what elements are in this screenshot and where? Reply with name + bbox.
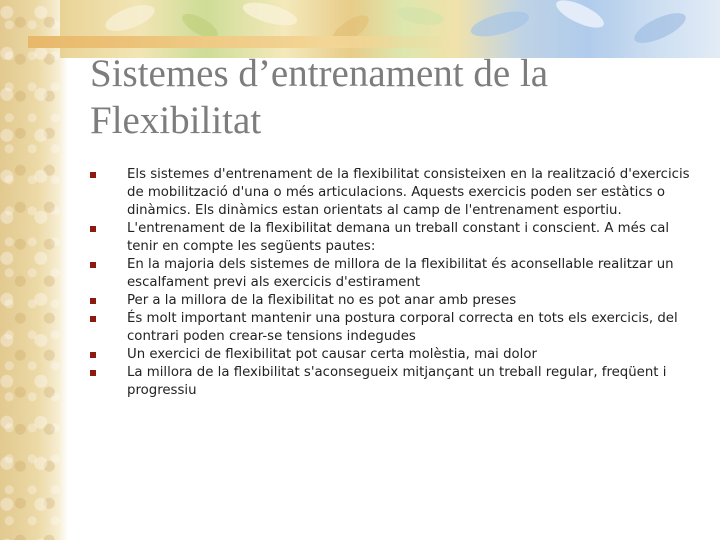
bullet-item <box>90 346 700 364</box>
slide-title: Sistemes d’entrenament de la Flexibilitat <box>90 52 549 142</box>
square-bullet-icon <box>90 262 96 268</box>
square-bullet-icon <box>90 172 96 178</box>
bullet-text: Per a la millora de la flexibilitat no es pot anar amb preses <box>127 293 517 308</box>
bullet-text: L'entrenament de la flexibilitat demana un treball constant i conscient. A més cal tenir en compte les següents pautes: <box>127 221 670 254</box>
title-accent-bar <box>28 36 458 48</box>
bullet-item <box>90 310 700 346</box>
bullet-text: Els sistemes d'entrenament de la flexibilitat consisteixen en la realització d'exercicis de mobilització d'una o més articulacions. Aquests exercicis poden ser estàtics o dinàmics. Els dinàmics estan orientats al camp de l'entrenament esportiu. <box>127 167 690 218</box>
bullet-item <box>90 292 700 310</box>
bullet-item <box>90 220 700 256</box>
bullet-item <box>90 256 700 292</box>
square-bullet-icon <box>90 352 96 358</box>
bullet-text: La millora de la flexibilitat s'aconsegueix mitjançant un treball regular, freqüent i progressiu <box>127 365 667 398</box>
bullet-item <box>90 364 700 400</box>
square-bullet-icon <box>90 298 96 304</box>
parchment-border <box>0 0 68 540</box>
square-bullet-icon <box>90 370 96 376</box>
bullet-text: Un exercici de flexibilitat pot causar certa molèstia, mai dolor <box>127 347 537 362</box>
bullet-list <box>90 166 700 400</box>
square-bullet-icon <box>90 226 96 232</box>
bullet-text: En la majoria dels sistemes de millora de la flexibilitat és aconsellable realitzar un escalfament previ als exercicis d'estirament <box>127 257 674 290</box>
bullet-text: És molt important mantenir una postura corporal correcta en tots els exercicis, del contrari poden crear-se tensions indegudes <box>127 311 678 344</box>
bullet-item <box>90 166 700 220</box>
square-bullet-icon <box>90 316 96 322</box>
